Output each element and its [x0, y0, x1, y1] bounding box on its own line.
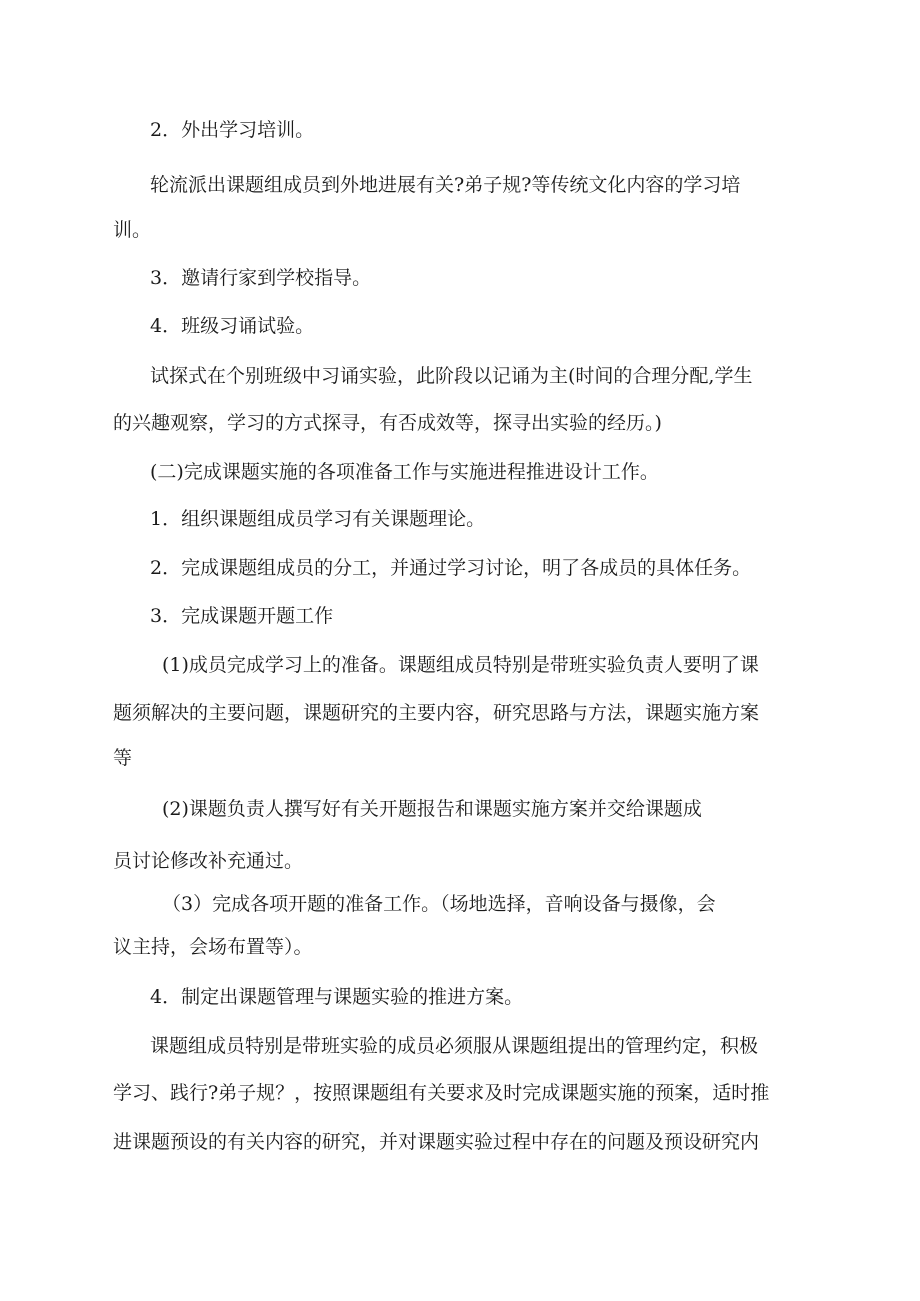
text-line: (二)完成课题实施的各项准备工作与实施进程推进设计工作。	[150, 461, 659, 483]
text-line: 学习、践行?弟子规？，按照课题组有关要求及时完成课题实施的预案，适时推	[113, 1082, 770, 1104]
text-line: (1)成员完成学习上的准备。课题组成员特别是带班实验负责人要明了课	[162, 654, 759, 676]
text-line: 2．外出学习培训。	[150, 119, 315, 141]
text-line: 课题组成员特别是带班实验的成员必须服从课题组提出的管理约定，积极	[150, 1035, 759, 1057]
text-line: 3．邀请行家到学校指导。	[150, 267, 372, 289]
text-line: 议主持，会场布置等）。	[113, 936, 313, 958]
text-line: 3．完成课题开题工作	[150, 605, 334, 627]
text-line: 题须解决的主要问题，课题研究的主要内容，研究思路与方法，课题实施方案	[113, 702, 760, 724]
text-line: （3）完成各项开题的准备工作。（场地选择，音响设备与摄像，会	[162, 893, 716, 915]
text-line: 4．制定出课题管理与课题实验的推进方案。	[150, 986, 524, 1008]
text-line: 的兴趣观察，学习的方式探寻，有否成效等，探寻出实验的经历。)	[113, 412, 662, 434]
text-line: 2．完成课题组成员的分工，并通过学习讨论，明了各成员的具体任务。	[150, 557, 752, 579]
text-line: 轮流派出课题组成员到外地进展有关?弟子规?等传统文化内容的学习培	[150, 174, 741, 196]
text-line: 1．组织课题组成员学习有关课题理论。	[150, 508, 486, 530]
text-line: 训。	[113, 219, 152, 241]
text-line: 进课题预设的有关内容的研究，并对课题实验过程中存在的问题及预设研究内	[113, 1131, 760, 1153]
text-line: 等	[113, 747, 133, 769]
text-line: (2)课题负责人撰写好有关开题报告和课题实施方案并交给课题成	[162, 798, 702, 820]
text-line: 试探式在个别班级中习诵实验，此阶段以记诵为主(时间的合理分配,学生	[150, 365, 753, 387]
text-line: 员讨论修改补充通过。	[113, 850, 304, 872]
text-line: 4．班级习诵试验。	[150, 315, 315, 337]
